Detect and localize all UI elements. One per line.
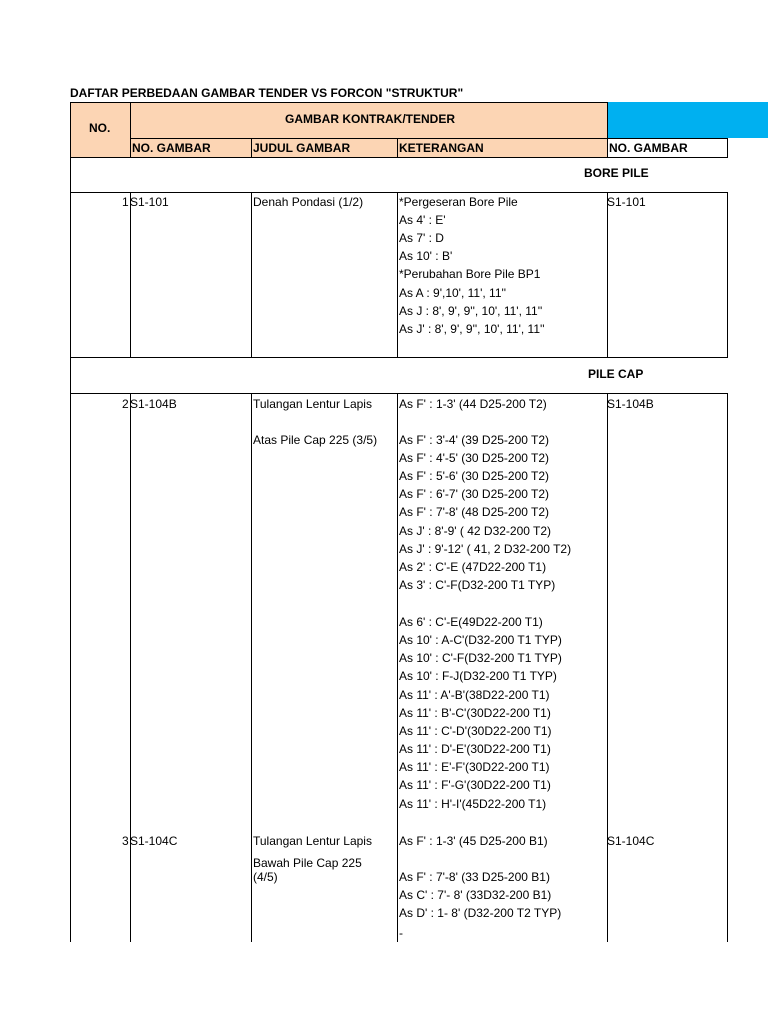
row-2-ket: As 10' : F-J(D32-200 T1 TYP) (399, 669, 557, 683)
row-2-ket: As 11' : H'-I'(45D22-200 T1) (399, 797, 547, 811)
row-1-ket: *Pergeseran Bore Pile (399, 195, 518, 209)
row-3-judul-3: (4/5) (253, 870, 278, 884)
header-forcon-cell (607, 102, 768, 138)
row-2-ket: As 3' : C'-F(D32-200 T1 TYP) (399, 578, 556, 592)
row-2-no-gambar-right: S1-104B (607, 397, 654, 411)
row-1-no-gambar: S1-101 (130, 195, 169, 209)
row-1-ket: As A : 9',10', 11', 11'' (399, 286, 507, 300)
row-3-judul: Tulangan Lentur Lapis (253, 834, 372, 848)
col-no-gambar: NO. GAMBAR (132, 141, 211, 155)
row-2-ket: As 11' : C'-D'(30D22-200 T1) (399, 724, 552, 738)
row-2-ket: As 2' : C'-E (47D22-200 T1) (399, 560, 547, 574)
row-2-ket: As J' : 9'-12' ( 41, 2 D32-200 T2) (399, 542, 572, 556)
row-3-no: 3 (122, 834, 129, 848)
row-3-ket: As F' : 7'-8' (33 D25-200 B1) (399, 870, 550, 884)
row-1-ket: As 4' : E' (399, 213, 446, 227)
row-2-ket: As F' : 6'-7' (30 D25-200 T2) (399, 487, 550, 501)
row-3-no-gambar: S1-104C (130, 834, 178, 848)
row-2-ket: As F' : 1-3' (44 D25-200 T2) (399, 397, 547, 411)
row-1-ket: As 10' : B' (399, 249, 453, 263)
header-no: NO. (89, 121, 111, 135)
row-2-judul-2: Atas Pile Cap 225 (3/5) (253, 433, 378, 447)
row-2-ket: As F' : 4'-5' (30 D25-200 T2) (399, 451, 550, 465)
section-bore-pile: BORE PILE (584, 166, 649, 180)
section-pile-cap: PILE CAP (588, 367, 644, 381)
header-group-label: GAMBAR KONTRAK/TENDER (285, 112, 455, 126)
row-2-ket: As 11' : F'-G'(30D22-200 T1) (399, 778, 551, 792)
row-1-ket: *Perubahan Bore Pile BP1 (399, 267, 541, 281)
row-3-ket: - (399, 926, 403, 940)
row-2-no: 2 (122, 397, 129, 411)
page-title: DAFTAR PERBEDAAN GAMBAR TENDER VS FORCON "STRUKTUR" (70, 86, 464, 100)
row-2-ket: As 11' : D'-E'(30D22-200 T1) (399, 742, 551, 756)
row-2-ket: As 11' : A'-B'(38D22-200 T1) (399, 688, 550, 702)
row-3-ket: As F' : 1-3' (45 D25-200 B1) (399, 834, 548, 848)
row-2-ket: As 11' : E'-F'(30D22-200 T1) (399, 760, 550, 774)
row-1-ket: As J' : 8', 9', 9'', 10', 11', 11'' (399, 322, 545, 336)
row-3-ket: As C' : 7'- 8' (33D32-200 B1) (399, 888, 552, 902)
col-judul-gambar: JUDUL GAMBAR (253, 141, 351, 155)
col-no-gambar-right: NO. GAMBAR (609, 141, 688, 155)
row-2-ket: As 11' : B'-C'(30D22-200 T1) (399, 706, 551, 720)
row-1-no-gambar-right: S1-101 (607, 195, 646, 209)
row-2-ket: As F' : 7'-8' (48 D25-200 T2) (399, 505, 550, 519)
row-2-no-gambar: S1-104B (130, 397, 177, 411)
row-3-judul-2: Bawah Pile Cap 225 (253, 856, 362, 870)
row-2-ket: As J' : 8'-9' ( 42 D32-200 T2) (399, 524, 552, 538)
row-2-ket: As F' : 5'-6' (30 D25-200 T2) (399, 469, 550, 483)
row-2-ket: As F' : 3'-4' (39 D25-200 T2) (399, 433, 550, 447)
row-2-ket: As 10' : A-C'(D32-200 T1 TYP) (399, 633, 562, 647)
row-2-ket: As 10' : C'-F(D32-200 T1 TYP) (399, 651, 562, 665)
row-2-judul: Tulangan Lentur Lapis (253, 397, 372, 411)
row-2-ket: As 6' : C'-E(49D22-200 T1) (399, 615, 543, 629)
row-1-no: 1 (122, 195, 129, 209)
row-1-judul: Denah Pondasi (1/2) (253, 195, 364, 209)
row-3-ket: As D' : 1- 8' (D32-200 T2 TYP) (399, 906, 562, 920)
row-1-ket: As 7' : D (399, 231, 444, 245)
col-keterangan: KETERANGAN (399, 141, 484, 155)
row-3-no-gambar-right: S1-104C (607, 834, 655, 848)
row-1-ket: As J : 8', 9', 9'', 10', 11', 11'' (399, 304, 543, 318)
